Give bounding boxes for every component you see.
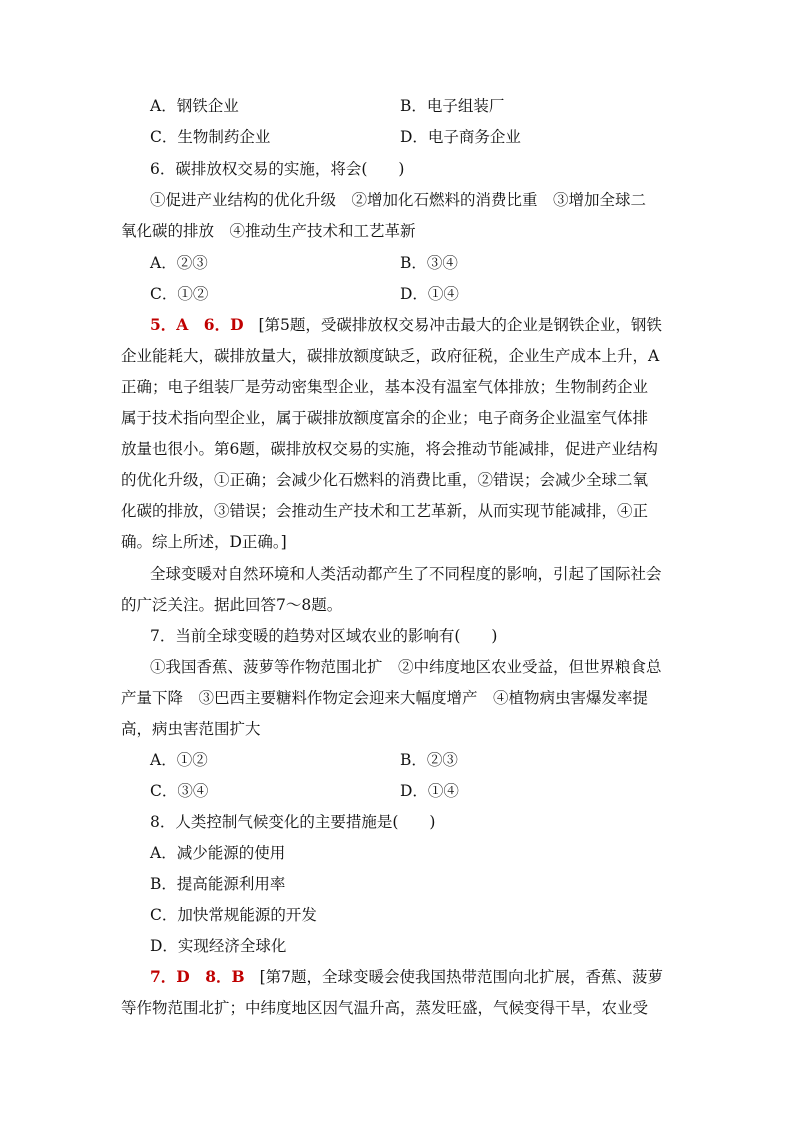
q8-stem: 8．人类控制气候变化的主要措施是( ) bbox=[150, 813, 436, 831]
q8-option-d: D．实现经济全球化 bbox=[150, 937, 287, 955]
answer-text: [第5题，受碳排放权交易冲击最大的企业是钢铁企业，钢铁 bbox=[258, 316, 662, 334]
q5-option-b: B．电子组装厂 bbox=[400, 97, 505, 115]
q7-statement-line: 高，病虫害范围扩大 bbox=[121, 720, 261, 738]
answer-line: 化碳的排放，③错误；会推动生产技术和工艺革新，从而实现节能减排，④正 bbox=[121, 502, 649, 520]
q7-option-d: D．①④ bbox=[400, 782, 459, 800]
q5-option-a: A．钢铁企业 bbox=[150, 97, 239, 115]
intro-paragraph: 全球变暖对自然环境和人类活动都产生了不同程度的影响，引起了国际社会 bbox=[150, 565, 662, 583]
answer-line: 正确；电子组装厂是劳动密集型企业，基本没有温室气体排放；生物制药企业 bbox=[121, 378, 649, 396]
q7-statement-line: ①我国香蕉、菠萝等作物范围北扩 ②中纬度地区农业受益，但世界粮食总 bbox=[150, 658, 662, 676]
q6-stem: 6．碳排放权交易的实施，将会( ) bbox=[150, 160, 405, 178]
q7-option-c: C．③④ bbox=[150, 782, 209, 800]
answer-line bbox=[150, 314, 662, 336]
answer-line: 放量也很小。第6题，碳排放权交易的实施，将会推动节能减排，促进产业结构 bbox=[121, 440, 658, 458]
answer-key: 5．A 6．D bbox=[150, 315, 244, 334]
q7-option-b: B．②③ bbox=[400, 751, 458, 769]
answer-line: 等作物范围北扩；中纬度地区因气温升高，蒸发旺盛，气候变得干旱，农业受 bbox=[121, 999, 649, 1017]
answer-text: [第7题，全球变暖会使我国热带范围向北扩展，香蕉、菠萝 bbox=[259, 968, 663, 986]
answer-key: 7．D 8．B bbox=[150, 967, 245, 986]
answer-line: 属于技术指向型企业，属于碳排放额度富余的企业；电子商务企业温室气体排 bbox=[121, 409, 649, 427]
q6-option-d: D．①④ bbox=[400, 285, 459, 303]
intro-paragraph: 的广泛关注。据此回答7～8题。 bbox=[121, 596, 343, 614]
answer-line bbox=[150, 966, 663, 988]
q5-option-d: D．电子商务企业 bbox=[400, 128, 521, 146]
q7-statement-line: 产量下降 ③巴西主要糖料作物定会迎来大幅度增产 ④植物病虫害爆发率提 bbox=[121, 689, 649, 707]
q5-option-c: C．生物制药企业 bbox=[150, 128, 271, 146]
q6-option-c: C．①② bbox=[150, 285, 209, 303]
q6-option-b: B．③④ bbox=[400, 254, 458, 272]
q8-option-b: B．提高能源利用率 bbox=[150, 875, 286, 893]
q8-option-c: C．加快常规能源的开发 bbox=[150, 906, 317, 924]
q6-statement-line: ①促进产业结构的优化升级 ②增加化石燃料的消费比重 ③增加全球二 bbox=[150, 191, 647, 209]
q6-statement-line: 氧化碳的排放 ④推动生产技术和工艺革新 bbox=[121, 222, 416, 240]
q7-option-a: A．①② bbox=[150, 751, 208, 769]
answer-line: 确。综上所述，D正确。] bbox=[121, 533, 287, 551]
q6-option-a: A．②③ bbox=[150, 254, 208, 272]
answer-line: 企业能耗大，碳排放量大，碳排放额度缺乏，政府征税，企业生产成本上升，A bbox=[121, 347, 660, 365]
q7-stem: 7．当前全球变暖的趋势对区域农业的影响有( ) bbox=[150, 627, 498, 645]
answer-line: 的优化升级，①正确；会减少化石燃料的消费比重，②错误；会减少全球二氧 bbox=[121, 471, 649, 489]
q8-option-a: A．减少能源的使用 bbox=[150, 844, 286, 862]
